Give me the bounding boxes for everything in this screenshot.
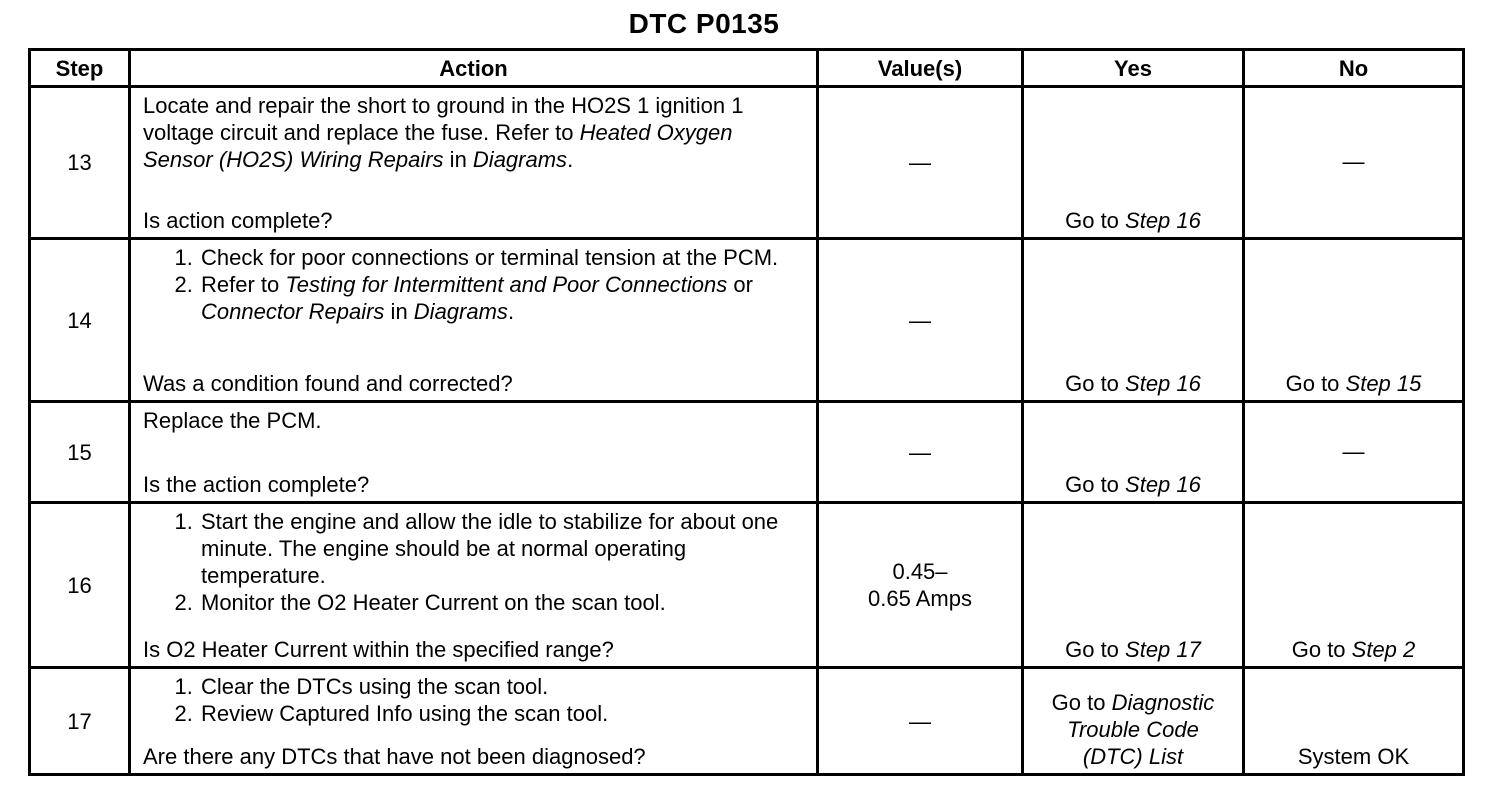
yes-cell: Go to Diagnostic Trouble Code (DTC) List [1023,668,1244,775]
action-question: Was a condition found and corrected? [143,371,513,396]
header-row [30,50,1464,87]
action-text: Replace the PCM. [143,408,322,433]
no-cell: Go to Step 2 [1244,503,1464,668]
table-row [30,503,1464,668]
values-cell: — [818,239,1023,402]
action-step-item: 1. Clear the DTCs using the scan tool. [199,673,806,700]
values-cell: — [818,402,1023,503]
no-cell: Go to Step 15 [1244,239,1464,402]
values-cell: — [818,668,1023,775]
no-cell: — [1244,402,1464,503]
yes-cell: Go to Step 16 [1023,402,1244,503]
header-step: Step [30,50,130,87]
table-row [30,239,1464,402]
table-row [30,87,1464,239]
action-cell [130,87,818,239]
action-step-item: 1. Check for poor connections or terminal tension at the PCM. [199,244,806,271]
no-cell: System OK [1244,668,1464,775]
page-title: DTC P0135 [628,8,780,39]
action-steps-list [143,244,806,325]
action-step-item: 1. Start the engine and allow the idle to stabilize for about one minute. The engine should be at normal operating temperature. [199,508,806,589]
header-action: Action [130,50,818,87]
action-steps-list [143,673,806,727]
table-row [30,402,1464,503]
action-question: Is the action complete? [143,472,370,497]
yes-cell: Go to Step 16 [1023,87,1244,239]
action-question: Is O2 Heater Current within the specified range? [143,637,614,662]
header-yes: Yes [1023,50,1244,87]
step-number: 16 [30,503,130,668]
action-question: Is action complete? [143,208,333,233]
action-cell [130,668,818,775]
diagnostic-table [28,48,1465,776]
table-row [30,668,1464,775]
yes-cell: Go to Step 17 [1023,503,1244,668]
header-no: No [1244,50,1464,87]
action-steps-list [143,508,806,616]
no-cell: — [1244,87,1464,239]
step-number: 14 [30,239,130,402]
action-question: Are there any DTCs that have not been diagnosed? [143,744,646,769]
yes-cell: Go to Step 16 [1023,239,1244,402]
values-cell: — [818,87,1023,239]
action-cell [130,503,818,668]
step-number: 13 [30,87,130,239]
action-step-item: 2. Refer to Testing for Intermittent and Poor Connections or Connector Repairs in Diagrams. [199,271,806,325]
header-values: Value(s) [818,50,1023,87]
action-cell [130,402,818,503]
action-step-item: 2. Monitor the O2 Heater Current on the scan tool. [199,589,806,616]
step-number: 17 [30,668,130,775]
action-step-item: 2. Review Captured Info using the scan tool. [199,700,806,727]
step-number: 15 [30,402,130,503]
action-cell [130,239,818,402]
values-cell: 0.45– 0.65 Amps [818,503,1023,668]
action-text: Locate and repair the short to ground in the HO2S 1 ignition 1 voltage circuit and replace the fuse. Refer to Heated Oxygen Sensor (HO2S) Wiring Repairs in Diagrams. [143,93,744,172]
